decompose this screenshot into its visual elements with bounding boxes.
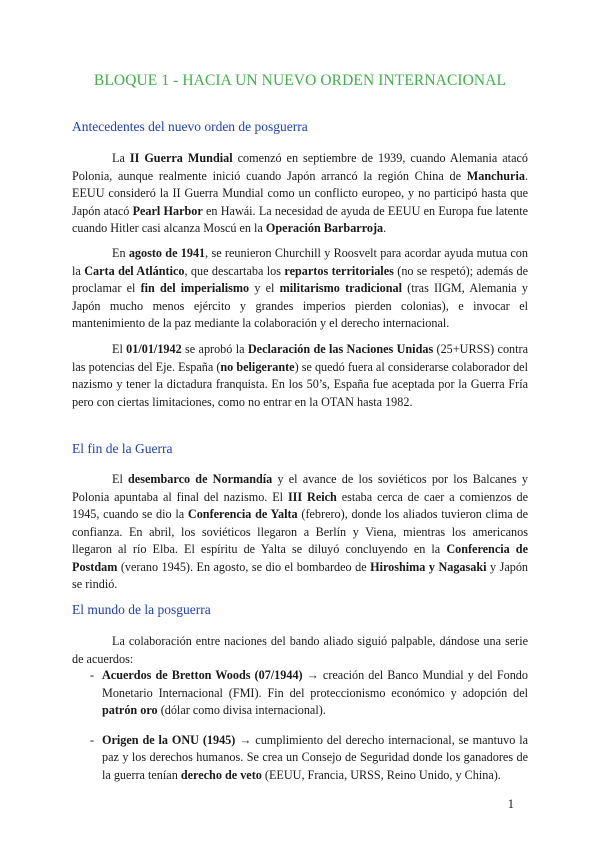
- section-heading-mundo-posguerra: El mundo de la posguerra: [72, 602, 211, 617]
- text-run: (EEUU, Francia, URSS, Reino Unido, y China).: [261, 767, 501, 782]
- section-heading-fin-guerra: El fin de la Guerra: [72, 441, 173, 456]
- text-run: , que descartaba los: [184, 263, 285, 278]
- bold-term: militarismo tradicional: [279, 281, 402, 295]
- bold-term: Conferencia de Postdam: [72, 542, 528, 574]
- text-run: La colaboración entre naciones del bando aliado siguió palpable, dándose una serie de acuerdos:: [72, 634, 528, 666]
- bold-term: Conferencia de Yalta: [187, 507, 298, 521]
- text-run: (febrero), donde los aliados tuvieron clima de confianza. En abril, los soviéticos llegaron a Berlín y Viena, mientras los americanos llegaron al río Elba. El espíritu de Yalta se diluyó concluyendo en la: [72, 507, 528, 556]
- text-run: (25+URSS) contra las potencias del Eje. España (: [72, 342, 528, 374]
- bold-term: desembarco de Normandía: [128, 472, 273, 486]
- text-run: (tras IIGM, Alemania y Japón mucho menos ejército y grandes imperios pierden colonias), e invocar el mantenimiento de la paz mediante la colaboración y el derecho internacional.: [72, 281, 528, 330]
- bold-term: fin del imperialismo: [140, 281, 250, 295]
- text-run: estaba cerca de caer a comienzos de 1945, cuando se dio la: [72, 489, 529, 521]
- text-run: , se reunieron Churchill y Roosvelt para acordar ayuda mutua con la: [72, 246, 528, 278]
- bold-term: Origen de la ONU (1945): [102, 732, 236, 747]
- text-run: La: [112, 151, 130, 165]
- bold-term: Manchuria: [466, 168, 525, 183]
- text-run: ) se quedó fuera al considerarse colaborador del nazismo y tener la dictadura franquista. En los 50’s, España fue aceptada por la Guerra Fría pero con ciertas limitaciones, como no entrar en la OTAN hasta 1982.: [72, 359, 528, 409]
- text-run: comenzó en septiembre de 1939, cuando Alemania atacó Polonia, aunque realmente inició cuando Japón arrancó la región China de: [72, 151, 528, 183]
- page-title: BLOQUE 1 - HACIA UN NUEVO ORDEN INTERNACIONAL: [93, 72, 507, 89]
- bold-term: Operación Barbarroja: [265, 221, 384, 235]
- bold-term: Carta del Atlántico: [84, 263, 185, 278]
- list-item: [90, 667, 528, 720]
- text-run: se aprobó la: [181, 342, 248, 356]
- dash-bullet: -: [90, 732, 95, 747]
- bold-term: agosto de 1941: [128, 246, 206, 260]
- text-run: (no se respetó); además de proclamar el: [72, 263, 528, 295]
- agreements-list: [90, 667, 528, 796]
- list-item-text: [102, 733, 528, 782]
- text-run: .: [383, 221, 387, 235]
- text-run: y Japón se rindió.: [72, 559, 529, 591]
- text-run: y el: [249, 281, 280, 295]
- bold-term: 01/01/1942: [126, 342, 182, 356]
- text-run: (verano 1945). En agosto, se dio el bombardeo de: [117, 559, 371, 574]
- list-item-text: [102, 668, 528, 717]
- bold-term: patrón oro: [102, 703, 158, 717]
- dash-bullet: -: [90, 668, 95, 682]
- bold-term: Hiroshima y Nagasaki: [370, 559, 487, 574]
- paragraph: [72, 150, 528, 238]
- section-heading-antecedentes: Antecedentes del nuevo orden de posguerra: [72, 119, 308, 134]
- paragraph: [72, 633, 528, 668]
- page-number: 1: [507, 797, 514, 811]
- text-run: El: [112, 472, 129, 486]
- text-run: En: [112, 246, 129, 260]
- bold-term: Declaración de las Naciones Unidas: [247, 342, 434, 356]
- paragraph: [72, 245, 528, 333]
- bold-term: III Reich: [287, 489, 337, 504]
- text-run: y el avance de los soviéticos por los Balcanes y Polonia apuntaba al final del nazismo. El: [72, 472, 528, 504]
- text-run: en Hawái. La necesidad de ayuda de EEUU en Europa fue latente cuando Hitler casi alcanza Moscú en la: [72, 203, 528, 235]
- text-run: → cumplimiento del derecho internacional, se mantuvo la paz y los derechos humanos. Se crea un Consejo de Seguridad donde los ganadores de la guerra tenían: [102, 732, 528, 782]
- text-run: → creación del Banco Mundial y del Fondo Monetario Internacional (FMI). Fin del proteccionismo económico y adopción del: [102, 668, 528, 700]
- list-item: [90, 732, 528, 785]
- text-run: . EEUU consideró la II Guerra Mundial como un conflicto europeo, y no participó hasta que Japón atacó: [72, 168, 528, 218]
- bold-term: II Guerra Mundial: [129, 151, 233, 165]
- bold-term: repartos territoriales: [284, 263, 394, 278]
- text-run: El: [112, 342, 127, 356]
- document-page: [72, 0, 528, 848]
- text-run: (dólar como divisa internacional).: [157, 703, 326, 717]
- bold-term: Pearl Harbor: [132, 203, 203, 218]
- paragraph: [72, 471, 528, 594]
- bold-term: Acuerdos de Bretton Woods (07/1944): [102, 668, 303, 682]
- paragraph: [72, 341, 528, 411]
- bold-term: derecho de veto: [180, 767, 262, 782]
- bold-term: no beligerante: [220, 359, 295, 374]
